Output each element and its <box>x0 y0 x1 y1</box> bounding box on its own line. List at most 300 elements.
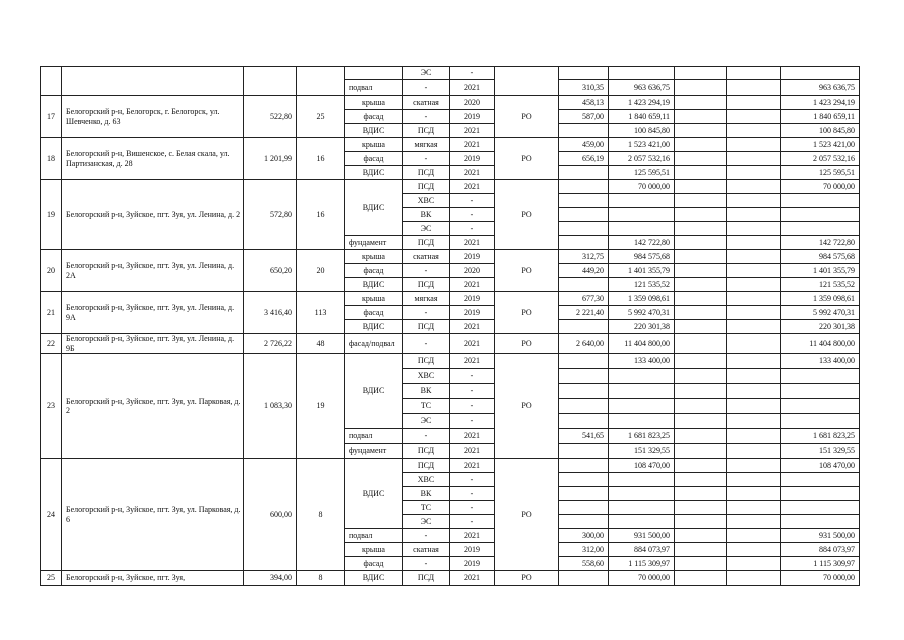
area-cell: 3 416,40 <box>244 292 297 334</box>
quantity-cell: 312,75 <box>559 250 609 264</box>
quantity-cell: 541,65 <box>559 429 609 444</box>
extra-cell <box>675 501 727 515</box>
cost-cell: 133 400,00 <box>609 354 675 369</box>
ro-cell: РО <box>495 138 559 180</box>
work-type-cell: - <box>403 264 450 278</box>
quantity-cell: 2 640,00 <box>559 334 609 354</box>
quantity-cell: 677,30 <box>559 292 609 306</box>
extra-cell <box>675 334 727 354</box>
row-number: 25 <box>41 571 62 586</box>
work-type-cell: ПСД <box>403 166 450 180</box>
address-cell: Белогорский р-н, Белогорск, г. Белогорск, ул. Шевченко, д. 63 <box>62 96 244 138</box>
work-type-cell: ХВС <box>403 473 450 487</box>
quantity-cell <box>559 501 609 515</box>
quantity-cell: 459,00 <box>559 138 609 152</box>
address-cell: Белогорский р-н, Зуйское, пгт. Зуя, ул. Ленина, д. 9Б <box>62 334 244 354</box>
extra-cell <box>727 529 781 543</box>
element-cell: фасад <box>345 557 403 571</box>
extra-cell <box>727 166 781 180</box>
cost-cell: 2 057 532,16 <box>609 152 675 166</box>
element-cell: крыша <box>345 543 403 557</box>
element-cell: ВДИС <box>345 354 403 429</box>
cost-cell <box>609 67 675 80</box>
total-cell: 108 470,00 <box>781 459 860 473</box>
quantity-cell <box>559 67 609 80</box>
extra-cell <box>675 543 727 557</box>
address-cell: Белогорский р-н, Вишенское, с. Белая скала, ул. Партизанская, д. 28 <box>62 138 244 180</box>
cost-cell: 11 404 800,00 <box>609 334 675 354</box>
address-cell: Белогорский р-н, Зуйское, пгт. Зуя, ул. Ленина, д. 9А <box>62 292 244 334</box>
total-cell: 11 404 800,00 <box>781 334 860 354</box>
extra-cell <box>727 384 781 399</box>
ro-cell: РО <box>495 354 559 459</box>
extra-cell <box>675 320 727 334</box>
row-number: 22 <box>41 334 62 354</box>
cost-cell: 1 681 823,25 <box>609 429 675 444</box>
quantity-cell <box>559 473 609 487</box>
cost-cell <box>609 473 675 487</box>
table-row <box>41 459 860 473</box>
area-cell: 522,80 <box>244 96 297 138</box>
ro-cell: РО <box>495 292 559 334</box>
extra-cell <box>727 292 781 306</box>
element-cell: ВДИС <box>345 320 403 334</box>
extra-cell <box>675 208 727 222</box>
quantity-cell <box>559 124 609 138</box>
cost-cell: 1 359 098,61 <box>609 292 675 306</box>
quantity-cell: 558,60 <box>559 557 609 571</box>
extra-cell <box>675 194 727 208</box>
extra-cell <box>675 110 727 124</box>
work-type-cell: ВК <box>403 487 450 501</box>
element-cell: фасад/подвал <box>345 334 403 354</box>
total-cell: 220 301,38 <box>781 320 860 334</box>
apartments-cell: 20 <box>297 250 345 292</box>
year-cell: - <box>450 67 495 80</box>
address-cell: Белогорский р-н, Зуйское, пгт. Зуя, ул. Парковая, д. 2 <box>62 354 244 459</box>
work-type-cell: ТС <box>403 501 450 515</box>
cost-cell <box>609 369 675 384</box>
total-cell <box>781 501 860 515</box>
extra-cell <box>675 80 727 96</box>
quantity-cell <box>559 571 609 586</box>
work-type-cell: ЭС <box>403 515 450 529</box>
total-cell: 70 000,00 <box>781 180 860 194</box>
quantity-cell <box>559 180 609 194</box>
work-type-cell: ПСД <box>403 320 450 334</box>
apartments-cell: 8 <box>297 571 345 586</box>
year-cell: 2021 <box>450 138 495 152</box>
quantity-cell <box>559 320 609 334</box>
table-row <box>41 67 860 80</box>
year-cell: 2021 <box>450 444 495 459</box>
total-cell <box>781 369 860 384</box>
row-number: 21 <box>41 292 62 334</box>
extra-cell <box>675 473 727 487</box>
cost-cell: 220 301,38 <box>609 320 675 334</box>
extra-cell <box>675 414 727 429</box>
element-cell: ВДИС <box>345 278 403 292</box>
year-cell: 2021 <box>450 571 495 586</box>
total-cell <box>781 399 860 414</box>
work-type-cell: ПСД <box>403 124 450 138</box>
apartments-cell: 113 <box>297 292 345 334</box>
quantity-cell: 458,13 <box>559 96 609 110</box>
extra-cell <box>675 571 727 586</box>
extra-cell <box>727 80 781 96</box>
extra-cell <box>727 138 781 152</box>
row-number: 17 <box>41 96 62 138</box>
quantity-cell: 449,20 <box>559 264 609 278</box>
extra-cell <box>727 124 781 138</box>
total-cell: 1 401 355,79 <box>781 264 860 278</box>
work-type-cell: скатная <box>403 96 450 110</box>
cost-cell: 108 470,00 <box>609 459 675 473</box>
table-body <box>41 67 860 586</box>
quantity-cell <box>559 515 609 529</box>
work-type-cell: ТС <box>403 399 450 414</box>
area-cell <box>244 67 297 96</box>
extra-cell <box>675 292 727 306</box>
quantity-cell: 300,00 <box>559 529 609 543</box>
quantity-cell: 2 221,40 <box>559 306 609 320</box>
extra-cell <box>675 236 727 250</box>
work-type-cell: ПСД <box>403 236 450 250</box>
extra-cell <box>727 354 781 369</box>
total-cell: 121 535,52 <box>781 278 860 292</box>
total-cell <box>781 487 860 501</box>
cost-cell: 931 500,00 <box>609 529 675 543</box>
element-cell: ВДИС <box>345 166 403 180</box>
year-cell: 2019 <box>450 306 495 320</box>
row-number <box>41 67 62 96</box>
row-number: 18 <box>41 138 62 180</box>
extra-cell <box>727 414 781 429</box>
address-cell: Белогорский р-н, Зуйское, пгт. Зуя, <box>62 571 244 586</box>
cost-cell: 70 000,00 <box>609 180 675 194</box>
total-cell: 1 681 823,25 <box>781 429 860 444</box>
total-cell: 1 840 659,11 <box>781 110 860 124</box>
work-type-cell: - <box>403 80 450 96</box>
year-cell: 2019 <box>450 557 495 571</box>
total-cell <box>781 473 860 487</box>
cost-cell: 884 073,97 <box>609 543 675 557</box>
year-cell: 2021 <box>450 80 495 96</box>
cost-cell <box>609 194 675 208</box>
extra-cell <box>727 194 781 208</box>
work-type-cell: - <box>403 110 450 124</box>
cost-cell: 1 401 355,79 <box>609 264 675 278</box>
element-cell: ВДИС <box>345 459 403 529</box>
extra-cell <box>675 369 727 384</box>
element-cell: крыша <box>345 138 403 152</box>
year-cell: - <box>450 194 495 208</box>
cost-cell <box>609 222 675 236</box>
extra-cell <box>675 354 727 369</box>
extra-cell <box>675 124 727 138</box>
total-cell <box>781 414 860 429</box>
extra-cell <box>675 152 727 166</box>
extra-cell <box>727 429 781 444</box>
quantity-cell: 310,35 <box>559 80 609 96</box>
quantity-cell <box>559 236 609 250</box>
cost-cell: 125 595,51 <box>609 166 675 180</box>
ro-cell: РО <box>495 571 559 586</box>
area-cell: 1 201,99 <box>244 138 297 180</box>
address-cell: Белогорский р-н, Зуйское, пгт. Зуя, ул. Парковая, д. 6 <box>62 459 244 571</box>
work-type-cell: - <box>403 152 450 166</box>
year-cell: 2021 <box>450 459 495 473</box>
year-cell: 2021 <box>450 429 495 444</box>
element-cell: ВДИС <box>345 571 403 586</box>
work-type-cell: ХВС <box>403 369 450 384</box>
year-cell: - <box>450 414 495 429</box>
total-cell <box>781 515 860 529</box>
address-cell: Белогорский р-н, Зуйское, пгт. Зуя, ул. Ленина, д. 2А <box>62 250 244 292</box>
year-cell: 2019 <box>450 292 495 306</box>
quantity-cell <box>559 278 609 292</box>
work-type-cell: ПСД <box>403 459 450 473</box>
extra-cell <box>727 236 781 250</box>
work-type-cell: ПСД <box>403 444 450 459</box>
total-cell: 70 000,00 <box>781 571 860 586</box>
total-cell: 151 329,55 <box>781 444 860 459</box>
cost-cell: 963 636,75 <box>609 80 675 96</box>
total-cell: 1 359 098,61 <box>781 292 860 306</box>
extra-cell <box>675 429 727 444</box>
work-type-cell: - <box>403 529 450 543</box>
total-cell: 1 523 421,00 <box>781 138 860 152</box>
extra-cell <box>727 487 781 501</box>
total-cell: 884 073,97 <box>781 543 860 557</box>
extra-cell <box>727 320 781 334</box>
year-cell: - <box>450 399 495 414</box>
extra-cell <box>675 96 727 110</box>
work-type-cell: ЭС <box>403 67 450 80</box>
element-cell: крыша <box>345 292 403 306</box>
area-cell: 650,20 <box>244 250 297 292</box>
element-cell: подвал <box>345 529 403 543</box>
area-cell: 2 726,22 <box>244 334 297 354</box>
address-cell: Белогорский р-н, Зуйское, пгт. Зуя, ул. Ленина, д. 2 <box>62 180 244 250</box>
cost-cell: 1 115 309,97 <box>609 557 675 571</box>
work-type-cell: - <box>403 306 450 320</box>
cost-cell <box>609 487 675 501</box>
table-row <box>41 250 860 264</box>
cost-cell: 1 840 659,11 <box>609 110 675 124</box>
table-row <box>41 571 860 586</box>
extra-cell <box>727 250 781 264</box>
extra-cell <box>675 166 727 180</box>
element-cell: крыша <box>345 250 403 264</box>
total-cell <box>781 222 860 236</box>
year-cell: 2021 <box>450 529 495 543</box>
year-cell: 2021 <box>450 124 495 138</box>
element-cell: крыша <box>345 96 403 110</box>
extra-cell <box>727 557 781 571</box>
extra-cell <box>727 278 781 292</box>
element-cell: подвал <box>345 80 403 96</box>
year-cell: 2021 <box>450 320 495 334</box>
extra-cell <box>675 515 727 529</box>
work-type-cell: ПСД <box>403 180 450 194</box>
work-type-cell: мягкая <box>403 138 450 152</box>
capital-repair-table <box>40 66 860 586</box>
element-cell: фасад <box>345 264 403 278</box>
quantity-cell <box>559 399 609 414</box>
year-cell: 2019 <box>450 543 495 557</box>
work-type-cell: ВК <box>403 384 450 399</box>
row-number: 20 <box>41 250 62 292</box>
extra-cell <box>727 459 781 473</box>
cost-cell <box>609 384 675 399</box>
extra-cell <box>675 529 727 543</box>
extra-cell <box>727 67 781 80</box>
apartments-cell: 8 <box>297 459 345 571</box>
work-type-cell: ВК <box>403 208 450 222</box>
year-cell: 2019 <box>450 152 495 166</box>
work-type-cell: ПСД <box>403 354 450 369</box>
quantity-cell <box>559 369 609 384</box>
total-cell <box>781 384 860 399</box>
extra-cell <box>727 444 781 459</box>
year-cell: - <box>450 515 495 529</box>
quantity-cell <box>559 459 609 473</box>
cost-cell: 100 845,80 <box>609 124 675 138</box>
cost-cell <box>609 414 675 429</box>
extra-cell <box>727 334 781 354</box>
year-cell: - <box>450 222 495 236</box>
year-cell: 2020 <box>450 264 495 278</box>
year-cell: 2021 <box>450 236 495 250</box>
year-cell: - <box>450 473 495 487</box>
quantity-cell: 587,00 <box>559 110 609 124</box>
total-cell: 133 400,00 <box>781 354 860 369</box>
cost-cell: 1 523 421,00 <box>609 138 675 152</box>
year-cell: - <box>450 501 495 515</box>
extra-cell <box>675 264 727 278</box>
work-type-cell: ХВС <box>403 194 450 208</box>
extra-cell <box>727 208 781 222</box>
extra-cell <box>675 180 727 194</box>
total-cell: 963 636,75 <box>781 80 860 96</box>
table-row <box>41 292 860 306</box>
extra-cell <box>727 152 781 166</box>
total-cell: 2 057 532,16 <box>781 152 860 166</box>
extra-cell <box>675 306 727 320</box>
cost-cell: 984 575,68 <box>609 250 675 264</box>
ro-cell <box>495 67 559 96</box>
apartments-cell: 16 <box>297 138 345 180</box>
total-cell: 1 115 309,97 <box>781 557 860 571</box>
year-cell: 2019 <box>450 250 495 264</box>
work-type-cell: скатная <box>403 543 450 557</box>
quantity-cell <box>559 444 609 459</box>
row-number: 23 <box>41 354 62 459</box>
extra-cell <box>727 369 781 384</box>
quantity-cell <box>559 208 609 222</box>
work-type-cell: мягкая <box>403 292 450 306</box>
extra-cell <box>675 487 727 501</box>
table-row <box>41 180 860 194</box>
apartments-cell: 25 <box>297 96 345 138</box>
extra-cell <box>727 501 781 515</box>
total-cell: 142 722,80 <box>781 236 860 250</box>
extra-cell <box>727 473 781 487</box>
extra-cell <box>727 543 781 557</box>
quantity-cell <box>559 354 609 369</box>
cost-cell: 1 423 294,19 <box>609 96 675 110</box>
element-cell: фундамент <box>345 444 403 459</box>
extra-cell <box>675 444 727 459</box>
year-cell: 2021 <box>450 354 495 369</box>
total-cell: 125 595,51 <box>781 166 860 180</box>
apartments-cell <box>297 67 345 96</box>
cost-cell <box>609 208 675 222</box>
year-cell: 2020 <box>450 96 495 110</box>
address-cell <box>62 67 244 96</box>
apartments-cell: 16 <box>297 180 345 250</box>
element-cell: фасад <box>345 110 403 124</box>
extra-cell <box>675 557 727 571</box>
table-row <box>41 334 860 354</box>
extra-cell <box>675 222 727 236</box>
year-cell: 2021 <box>450 166 495 180</box>
cost-cell <box>609 515 675 529</box>
element-cell: подвал <box>345 429 403 444</box>
cost-cell: 70 000,00 <box>609 571 675 586</box>
extra-cell <box>675 278 727 292</box>
area-cell: 572,80 <box>244 180 297 250</box>
quantity-cell: 656,19 <box>559 152 609 166</box>
element-cell: фасад <box>345 152 403 166</box>
quantity-cell: 312,00 <box>559 543 609 557</box>
cost-cell: 151 329,55 <box>609 444 675 459</box>
extra-cell <box>727 110 781 124</box>
year-cell: - <box>450 369 495 384</box>
year-cell: 2019 <box>450 110 495 124</box>
element-cell: ВДИС <box>345 180 403 236</box>
quantity-cell <box>559 487 609 501</box>
work-type-cell: ЭС <box>403 414 450 429</box>
work-type-cell: скатная <box>403 250 450 264</box>
cost-cell: 5 992 470,31 <box>609 306 675 320</box>
work-type-cell: ЭС <box>403 222 450 236</box>
extra-cell <box>727 571 781 586</box>
total-cell: 5 992 470,31 <box>781 306 860 320</box>
ro-cell: РО <box>495 96 559 138</box>
table-row <box>41 354 860 369</box>
total-cell: 984 575,68 <box>781 250 860 264</box>
extra-cell <box>727 180 781 194</box>
quantity-cell <box>559 414 609 429</box>
extra-cell <box>675 399 727 414</box>
extra-cell <box>675 459 727 473</box>
work-type-cell: ПСД <box>403 571 450 586</box>
extra-cell <box>675 138 727 152</box>
year-cell: - <box>450 208 495 222</box>
extra-cell <box>727 264 781 278</box>
ro-cell: РО <box>495 459 559 571</box>
extra-cell <box>675 250 727 264</box>
element-cell: фундамент <box>345 236 403 250</box>
work-type-cell: - <box>403 557 450 571</box>
total-cell: 100 845,80 <box>781 124 860 138</box>
extra-cell <box>727 399 781 414</box>
total-cell <box>781 208 860 222</box>
row-number: 24 <box>41 459 62 571</box>
year-cell: 2021 <box>450 334 495 354</box>
